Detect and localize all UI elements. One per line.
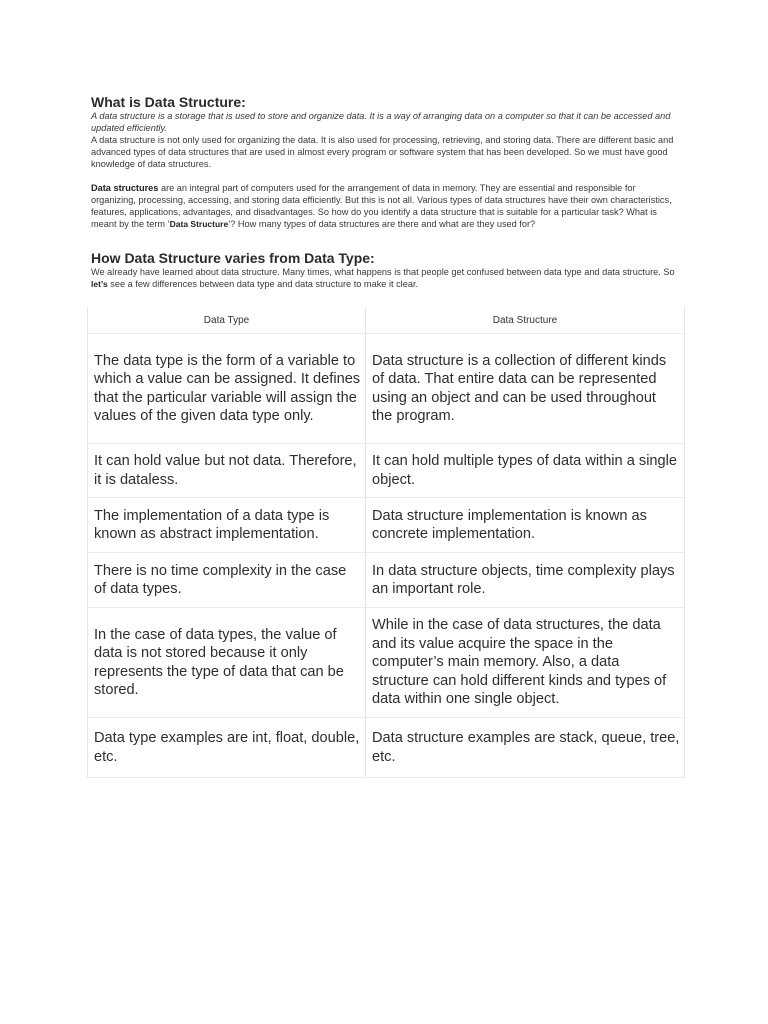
- document-body: [91, 94, 681, 290]
- table-cell-data-type: There is no time complexity in the case of data types.: [88, 553, 366, 608]
- table-cell-data-structure: In data structure objects, time complexity plays an important role.: [366, 553, 685, 608]
- paragraph-differences-text-b: see a few differences between data type and data structure to make it clear.: [107, 279, 419, 289]
- definition-paragraph: A data structure is a storage that is used to store and organize data. It is a way of arranging data on a computer so that it can be accessed and updated efficiently.: [91, 111, 671, 133]
- table-row: [88, 553, 685, 608]
- paragraph-importance-text-b: ’? How many types of data structures are there and what are they used for?: [228, 219, 536, 229]
- term-data-structures: Data structures: [91, 183, 159, 193]
- column-header-data-type: Data Type: [88, 307, 366, 334]
- section-heading-what-is-data-structure: What is Data Structure:: [91, 94, 246, 110]
- table-cell-data-structure: While in the case of data structures, the data and its value acquire the space in the computer’s main memory. Also, a data structure can hold different kinds and types of data within one single object.: [366, 608, 685, 718]
- column-header-data-structure: Data Structure: [366, 307, 685, 334]
- section-heading-varies: How Data Structure varies from Data Type:: [91, 250, 375, 266]
- term-lets: let’s: [91, 279, 108, 289]
- table-cell-data-type: In the case of data types, the value of data is not stored because it only represents the type of data that can be stored.: [88, 608, 366, 718]
- term-data-structure-quote: Data Structure: [169, 219, 229, 229]
- paragraph-differences-intro: [91, 266, 681, 290]
- table-cell-data-type: The data type is the form of a variable to which a value can be assigned. It defines that the particular variable will assign the values of the given data type only.: [88, 334, 366, 444]
- paragraph-importance-text-a: are an integral part of computers used for the arrangement of data in memory. They are essential and responsible for organizing, processing, accessing, and storing data efficiently. But this is not all. Various types of data structures have their own characteristics, features, applications, advantages, and disadvantages. So how do you identify a data structure that is suitable for a particular task? What is meant by the term ‘: [91, 183, 672, 229]
- paragraph-uses: A data structure is not only used for organizing the data. It is also used for processing, retrieving, and storing data. There are different basic and advanced types of data structures that are used in almost every program or software system that has been developed. So we must have good knowledge of data structures.: [91, 135, 674, 169]
- table-cell-data-structure: Data structure implementation is known as concrete implementation.: [366, 498, 685, 553]
- table-row: [88, 444, 685, 498]
- comparison-table: [87, 307, 685, 778]
- table-cell-data-type: It can hold value but not data. Therefore, it is dataless.: [88, 444, 366, 498]
- table-cell-data-type: Data type examples are int, float, double, etc.: [88, 718, 366, 778]
- table-cell-data-structure: It can hold multiple types of data within a single object.: [366, 444, 685, 498]
- table-cell-data-type: The implementation of a data type is known as abstract implementation.: [88, 498, 366, 553]
- table-cell-data-structure: Data structure is a collection of different kinds of data. That entire data can be represented using an object and can be used throughout the program.: [366, 334, 685, 444]
- paragraph-importance: [91, 182, 681, 230]
- table-row: [88, 718, 685, 778]
- table-row: [88, 498, 685, 553]
- table-row: [88, 608, 685, 718]
- table-row: [88, 334, 685, 444]
- table-cell-data-structure: Data structure examples are stack, queue, tree, etc.: [366, 718, 685, 778]
- paragraph-differences-text-a: We already have learned about data structure. Many times, what happens is that people get confused between data type and data structure. So: [91, 267, 675, 277]
